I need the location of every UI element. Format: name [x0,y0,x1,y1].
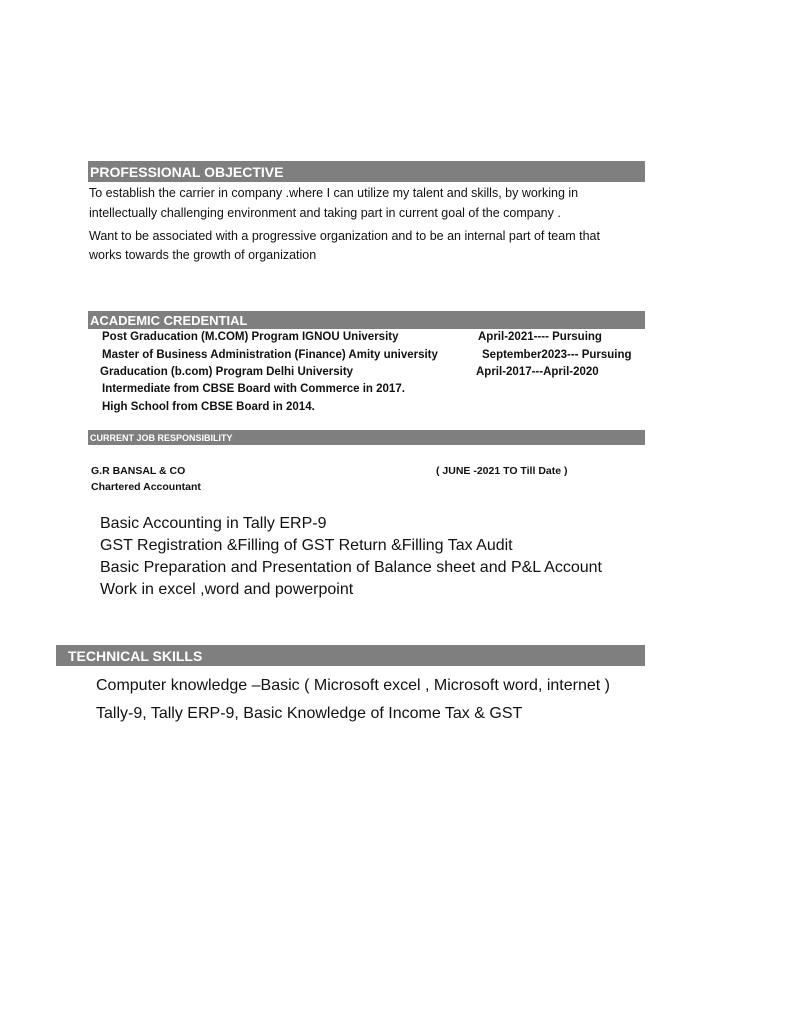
section-heading-academic-credential: ACADEMIC CREDENTIAL [88,311,645,329]
section-heading-current-job: CURRENT JOB RESPONSIBILITY [88,430,645,445]
academic-period-3: April-2017---April-2020 [476,366,599,378]
technical-skill-line-1: Computer knowledge –Basic ( Microsoft excel , Microsoft word, internet ) [96,677,610,694]
job-duty-1: Basic Accounting in Tally ERP-9 [100,515,327,532]
objective-line-2: intellectually challenging environment and taking part in current goal of the company . [89,206,561,220]
academic-course-2: Master of Business Administration (Finance) Amity university [102,349,438,361]
objective-line-1: To establish the carrier in company .where I can utilize my talent and skills, by working in [89,186,579,200]
section-heading-technical-skills: TECHNICAL SKILLS [56,645,645,666]
job-duty-3: Basic Preparation and Presentation of Balance sheet and P&L Account [100,559,602,576]
technical-skill-line-2: Tally-9, Tally ERP-9, Basic Knowledge of Income Tax & GST [96,705,523,722]
objective-line-3: Want to be associated with a progressive organization and to be an internal part of team that [89,229,600,243]
academic-course-5: High School from CBSE Board in 2014. [102,401,315,413]
academic-course-4: Intermediate from CBSE Board with Commerce in 2017. [102,383,405,395]
academic-course-1: Post Graducation (M.COM) Program IGNOU University [102,331,399,343]
job-company: G.R BANSAL & CO [91,465,186,477]
job-period: ( JUNE -2021 TO Till Date ) [436,465,568,477]
job-duty-2: GST Registration &Filling of GST Return &Filling Tax Audit [100,537,513,554]
job-duty-4: Work in excel ,word and powerpoint [100,581,354,598]
academic-course-3: Graducation (b.com) Program Delhi University [100,366,354,378]
objective-line-4: works towards the growth of organization [89,248,317,262]
section-heading-professional-objective: PROFESSIONAL OBJECTIVE [88,161,645,182]
academic-period-2: September2023--- Pursuing [482,349,632,361]
academic-period-1: April-2021---- Pursuing [478,331,602,343]
job-role: Chartered Accountant [91,481,201,493]
